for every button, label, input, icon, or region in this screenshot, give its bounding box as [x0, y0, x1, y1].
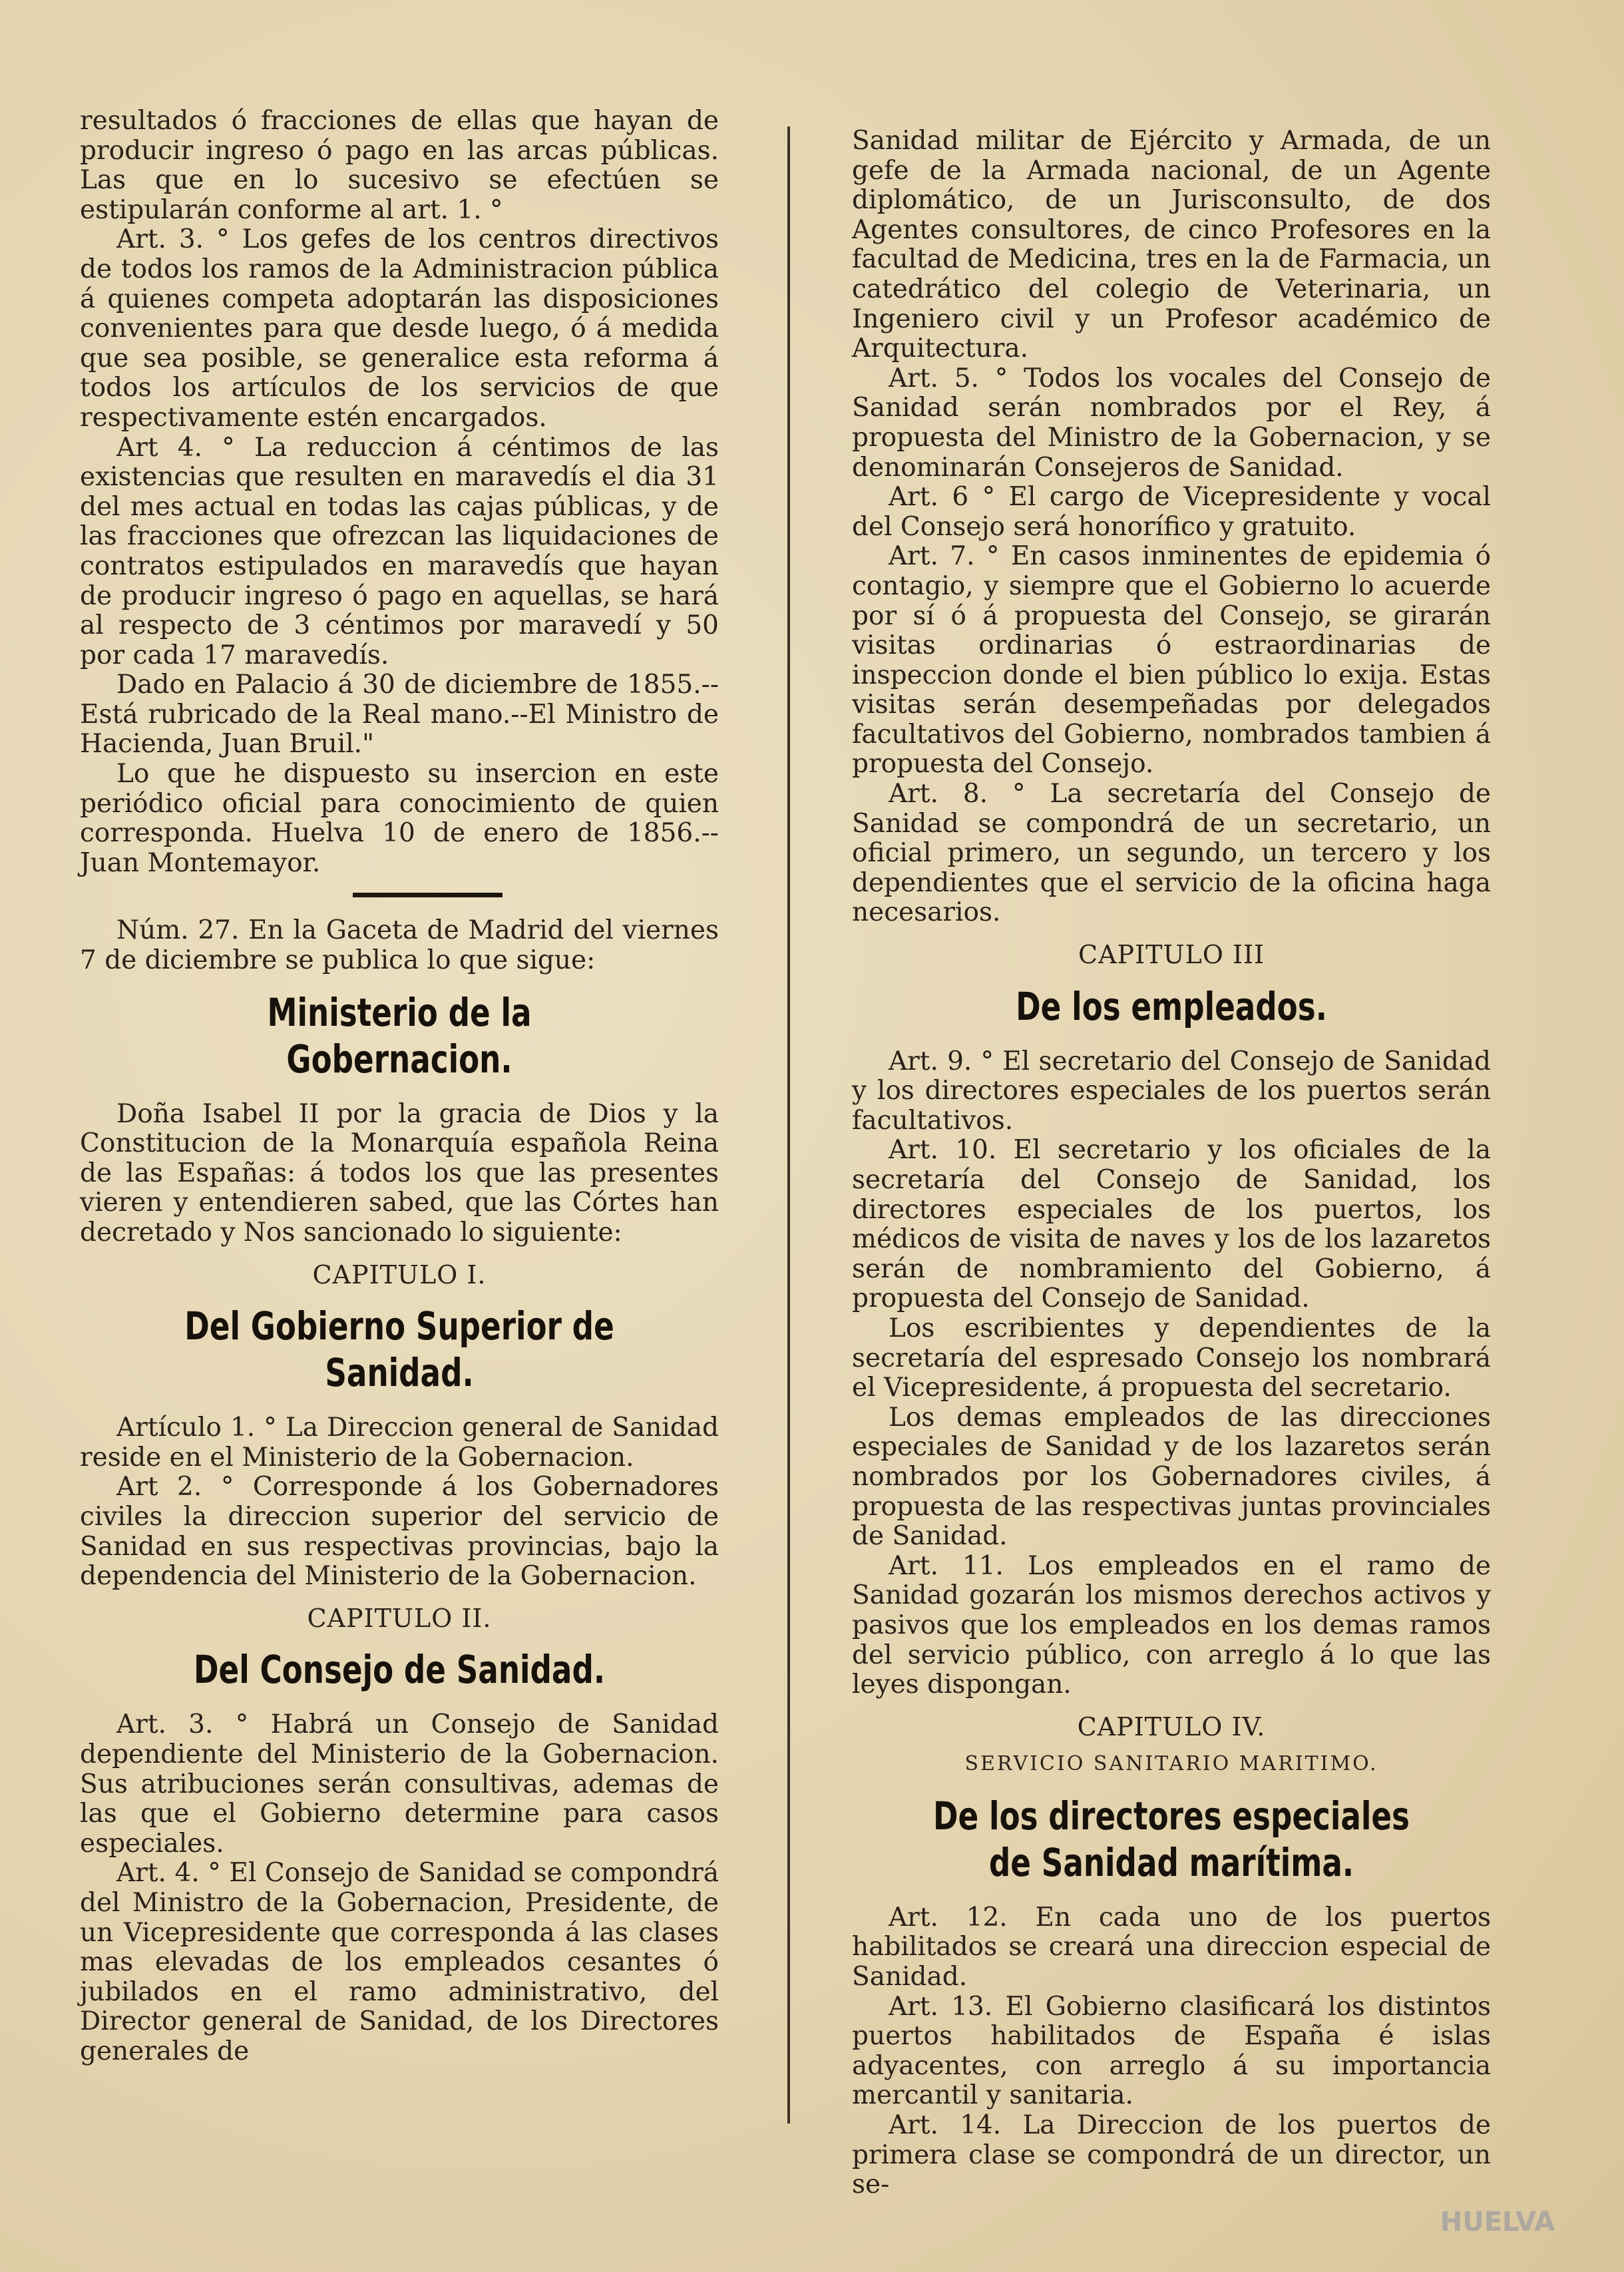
article-paragraph: Art. 13. El Gobierno clasificará los distintos puertos habilitados de España é islas adyacentes, con arreglo á su importancia mercantil y sanitaria. [852, 1991, 1491, 2111]
royal-preamble: Doña Isabel II por la gracia de Dios y la Constitucion de la Monarquía española Reina de las Españas: á todos los que las presentes vieren y entendieren sabed, que las Córtes han decretado y Nos sancionado lo siguiente: [80, 1098, 719, 1248]
chapter-title: Del Gobierno Superior de Sanidad. [184, 1303, 614, 1396]
decree-signature: Dado en Palacio á 30 de diciembre de 1855.--Está rubricado de la Real mano.--El Ministro de Hacienda, Juan Bruil." [80, 670, 719, 760]
library-stamp: HUELVA [1440, 2207, 1555, 2237]
article-paragraph: Art. 3. ° Los gefes de los centros directivos de todos los ramos de la Administracion pública á quienes competa adoptarán las disposiciones convenientes para que desde luego, ó á medida que sea posible, se generalice esta reforma á todos los artículos de los servicios de que respectivamente estén encargados. [80, 224, 719, 433]
article-paragraph: Art. 14. La Direccion de los puertos de primera clase se compondrá de un director, un se- [852, 2110, 1491, 2200]
article-paragraph: Art. 3. ° Habrá un Consejo de Sanidad dependiente del Ministerio de la Gobernacion. Sus atribuciones serán consultivas, ademas de las que el Gobierno determine para casos especiales. [80, 1709, 719, 1859]
gazette-notice: Núm. 27. En la Gaceta de Madrid del viernes 7 de diciembre se publica lo que sigue: [80, 915, 719, 976]
chapter-heading: CAPITULO II. [307, 1603, 492, 1633]
chapter-title: De los empleados. [1016, 983, 1327, 1029]
article-paragraph: Art 2. ° Corresponde á los Gobernadores civiles la direccion superior del servicio de Sanidad en sus respectivas provincias, bajo la dependencia del Ministerio de la Gobernacion. [80, 1472, 719, 1592]
chapter-title: De los directores especiales de Sanidad marítima. [933, 1793, 1410, 1885]
article-paragraph: Art. 11. Los empleados en el ramo de Sanidad gozarán los mismos derechos activos y pasivos que los empleados en los demas ramos del servicio público, con arreglo á lo que las leyes dispongan. [852, 1550, 1491, 1700]
chapter-heading: CAPITULO III [1078, 940, 1265, 970]
chapter-title: Del Consejo de Sanidad. [193, 1647, 606, 1693]
article-paragraph: Art. 4. ° El Consejo de Sanidad se compondrá del Ministro de la Gobernacion, Presidente, de un Vicepresidente que corresponda á las clases mas elevadas de los empleados cesantes ó jubilados en el ramo administrativo, del Director general de Sanidad, de los Directores generales de [80, 1858, 719, 2066]
article-paragraph: Artículo 1. ° La Direccion general de Sanidad reside en el Ministerio de la Gobernacion. [80, 1413, 719, 1473]
chapter-heading: CAPITULO IV. [1077, 1711, 1266, 1741]
paragraph: Los demas empleados de las direcciones especiales de Sanidad y de los lazaretos serán nombrados por los Gobernadores civiles, á propuesta de las respectivas juntas provinciales de Sanidad. [852, 1402, 1491, 1552]
paragraph: Los escribientes y dependientes de la secretaría del espresado Consejo los nombrará el Vicepresidente, á propuesta del secretario. [852, 1313, 1491, 1403]
paragraph: resultados ó fracciones de ellas que hayan de producir ingreso ó pago en las arcas públicas. Las que en lo sucesivo se efectúen se estipularán conforme al art. 1. ° [80, 106, 719, 225]
paragraph: Sanidad militar de Ejército y Armada, de un gefe de la Armada nacional, de un Agente diplomático, de un Jurisconsulto, de dos Agentes consultores, de cinco Profesores en la facultad de Medicina, tres en la de Farmacia, un catedrático del colegio de Veterinaria, un Ingeniero civil y un Profesor académico de Arquitectura. [852, 126, 1491, 364]
chapter-subheading: SERVICIO SANITARIO MARITIMO. [964, 1752, 1378, 1776]
left-column [80, 107, 719, 2066]
article-paragraph: Art. 6 ° El cargo de Vicepresidente y vocal del Consejo será honorífico y gratuito. [852, 482, 1491, 542]
article-paragraph: Art. 9. ° El secretario del Consejo de Sanidad y los directores especiales de los puertos serán facultativos. [852, 1046, 1491, 1136]
section-divider [353, 893, 503, 897]
article-paragraph: Art. 5. ° Todos los vocales del Consejo de Sanidad serán nombrados por el Rey, á propuesta del Ministro de la Gobernacion, y se denominarán Consejeros de Sanidad. [852, 363, 1491, 483]
article-paragraph: Art. 8. ° La secretaría del Consejo de Sanidad se compondrá de un secretario, un oficial primero, un segundo, un tercero y los dependientes que el servicio de la oficina haga necesarios. [852, 779, 1491, 928]
column-rule [787, 126, 790, 2124]
article-paragraph: Art 4. ° La reduccion á céntimos de las existencias que resulten en maravedís el dia 31 del mes actual en todas las cajas públicas, y de las fracciones que ofrezcan las liquidaciones de contratos estipulados en maravedís que hayan de producir ingreso ó pago en aquellas, se hará al respecto de 3 céntimos por maravedí y 50 por cada 17 maravedís. [80, 432, 719, 670]
chapter-heading: CAPITULO I. [312, 1259, 487, 1289]
article-paragraph: Art. 10. El secretario y los oficiales de la secretaría del Consejo de Sanidad, los directores especiales de los puertos, los médicos de visita de naves y los de los lazaretos serán de nombramiento del Gobierno, á propuesta del Consejo de Sanidad. [852, 1135, 1491, 1314]
paragraph: Lo que he dispuesto su insercion en este periódico oficial para conocimiento de quien corresponda. Huelva 10 de enero de 1856.--Juan Montemayor. [80, 759, 719, 878]
article-paragraph: Art. 7. ° En casos inminentes de epidemia ó contagio, y siempre que el Gobierno lo acuerde por sí ó á propuesta del Consejo, se girarán visitas ordinarias ó estraordinarias de inspeccion donde el bien público lo exija. Estas visitas serán desempeñadas por delegados facultativos del Gobierno, nombrados tambien á propuesta del Consejo. [852, 541, 1491, 780]
right-column [852, 126, 1491, 2200]
article-paragraph: Art. 12. En cada uno de los puertos habilitados se creará una direccion especial de Sanidad. [852, 1902, 1491, 1992]
ministry-heading: Ministerio de la Gobernacion. [267, 989, 532, 1082]
